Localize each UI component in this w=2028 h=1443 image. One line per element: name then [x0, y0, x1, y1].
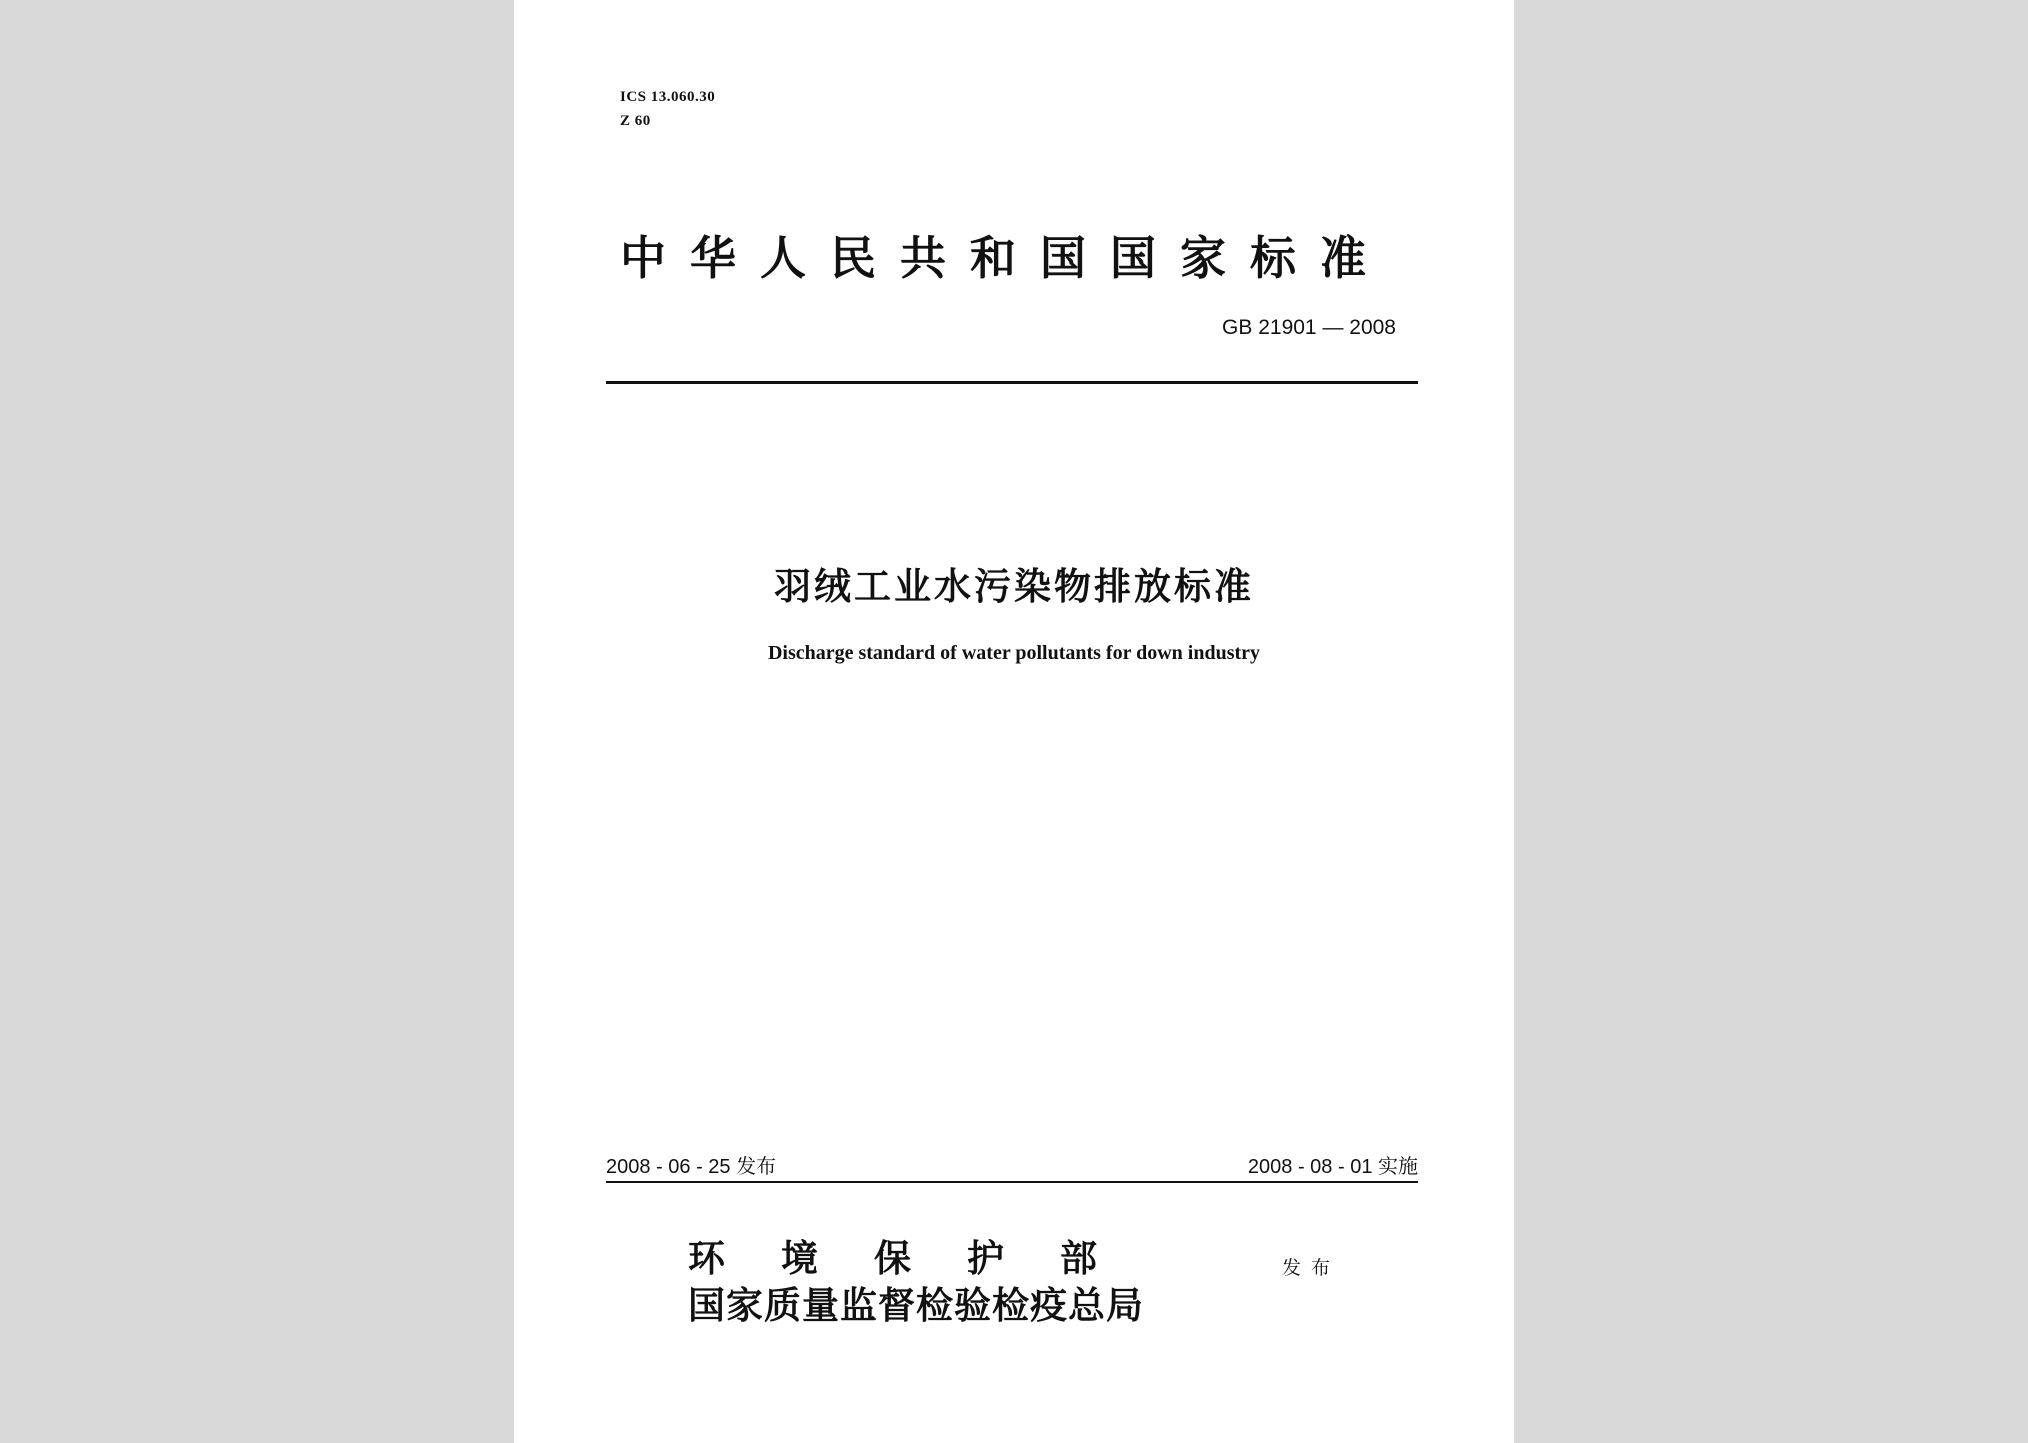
- publish-label: 发布: [1282, 1257, 1341, 1279]
- national-standard-title: 中华人民共和国国家标准: [620, 231, 1390, 285]
- document-title-english: Discharge standard of water pollutants for down industry: [767, 642, 1261, 664]
- document-page: [514, 0, 1514, 1443]
- release-date: 2008 - 06 - 25 发布: [606, 1156, 777, 1178]
- implementation-date: 2008 - 08 - 01 实施: [1247, 1156, 1418, 1178]
- document-title-chinese: 羽绒工业水污染物排放标准: [774, 565, 1254, 608]
- standard-number: GB 21901 — 2008: [1222, 316, 1396, 339]
- footer-divider: [606, 1181, 1418, 1183]
- classification-code: Z 60: [620, 113, 651, 129]
- header-divider: [606, 381, 1418, 384]
- issuer-aqsiq: 国家质量监督检验检疫总局: [688, 1283, 1144, 1327]
- ics-code: ICS 13.060.30: [620, 89, 716, 105]
- issuer-ministry: 环境保护部: [688, 1236, 1153, 1280]
